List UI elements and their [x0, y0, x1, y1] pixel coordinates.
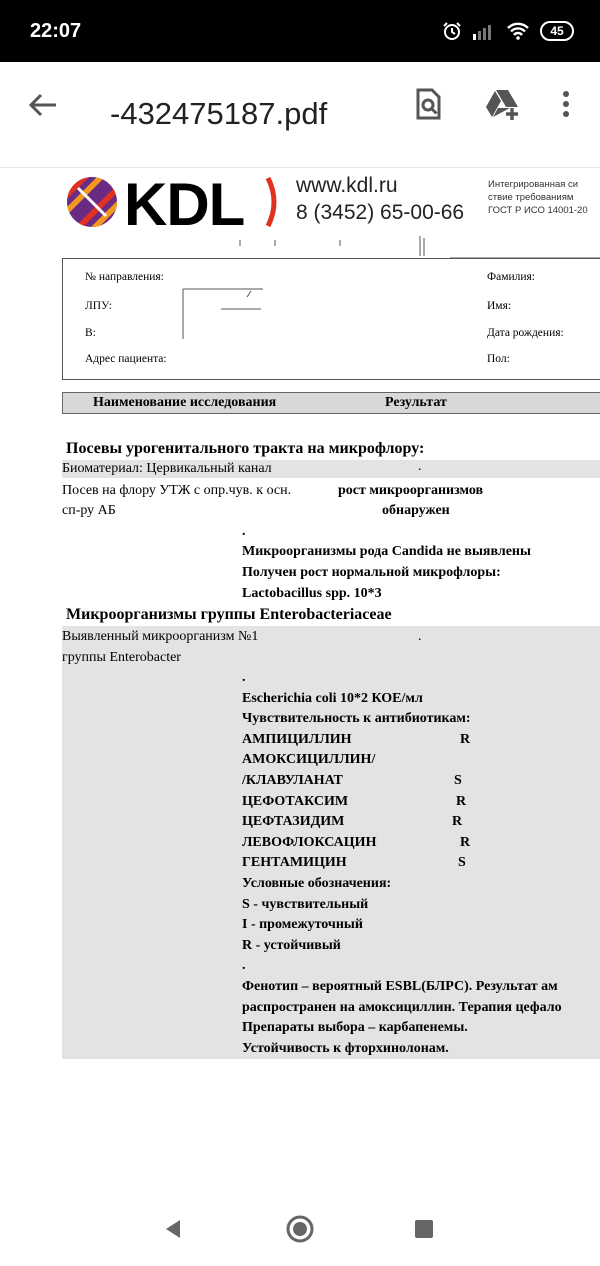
test-name-line1: Посев на флору УТЖ с опр.чув. к осн. — [62, 483, 292, 498]
antibiotic-value: S — [454, 772, 462, 788]
organism-count: Escherichia coli 10*2 КОЕ/мл — [242, 690, 423, 706]
susceptibility-list — [242, 668, 562, 1059]
lpu-label: ЛПУ: — [85, 300, 113, 312]
phenotype-line1: Фенотип – вероятный ESBL(БЛРС). Результат ам — [242, 978, 558, 994]
section1-title: Посевы урогенитального тракта на микрофлору: — [66, 440, 425, 457]
system-nav-bar — [0, 1192, 600, 1266]
section2-dot3: . — [242, 958, 246, 974]
website: www.kdl.ru — [296, 174, 398, 197]
candida-result: Микроорганизмы рода Candida не выявлены — [242, 544, 531, 559]
normal-flora-line2: Lactobacillus spp. 10*3 — [242, 586, 382, 601]
antibiotic-value: S — [458, 855, 466, 871]
col-result: Результат — [385, 395, 447, 410]
more-options-icon[interactable] — [548, 86, 584, 122]
phenotype-line3: Препараты выбора – карбапенемы. — [242, 1020, 468, 1036]
antibiotic-row: ГЕНТАМИЦИН S — [242, 853, 562, 874]
normal-flora-line1: Получен рост нормальной микрофлоры: — [242, 565, 501, 580]
doctor-label: В: — [85, 327, 96, 339]
kdl-logo-mark-icon — [64, 174, 120, 230]
nav-recents-icon[interactable] — [414, 1219, 434, 1239]
certification-text: Интегрированная си ствие требованиям ГОСТ Р ИСО 14001-20 — [488, 179, 588, 216]
antibiotic-row: ЛЕВОФЛОКСАЦИН R — [242, 833, 562, 854]
phenotype-line2: распространен на амоксициллин. Терапия цефало — [242, 999, 562, 1015]
file-title: -432475187.pdf — [110, 96, 328, 131]
app-bar — [0, 62, 600, 168]
biomaterial-text: Биоматериал: Цервикальный канал — [62, 461, 272, 476]
back-arrow-icon[interactable] — [26, 88, 60, 122]
dob-label: Дата рождения: — [487, 327, 564, 339]
status-bar — [0, 0, 600, 62]
antibiotic-row: ЦЕФОТАКСИМ R — [242, 792, 562, 813]
nav-home-icon[interactable] — [286, 1215, 314, 1243]
kdl-bracket-icon — [262, 176, 282, 228]
col-test-name: Наименование исследования — [93, 395, 277, 410]
kdl-logo-text: KDL — [124, 171, 245, 238]
add-to-drive-icon[interactable] — [484, 86, 520, 122]
antibiotic-value: R — [456, 793, 467, 809]
phenotype-line4: Устойчивость к фторхинолонам. — [242, 1040, 449, 1056]
test-name-line2: сп-ру АБ — [62, 503, 116, 518]
section2-dot2: . — [242, 670, 246, 685]
antibiotic-row: АМПИЦИЛЛИН R — [242, 730, 562, 751]
results-table-header — [62, 392, 600, 414]
redacted-fields — [181, 259, 291, 339]
antibiotic-value: R — [460, 731, 471, 747]
section2-title: Микроорганизмы группы Enterobacteriaceae — [66, 606, 392, 623]
found-organism-line1: Выявленный микроорганизм №1 — [62, 629, 259, 644]
legend-i: I - промежуточный — [242, 917, 363, 933]
status-time: 22:07 — [30, 20, 82, 42]
section1-dot1: . — [418, 459, 422, 474]
legend-r: R - устойчивый — [242, 937, 341, 953]
legend-title: Условные обозначения: — [242, 875, 392, 891]
antibiotic-value: R — [460, 834, 471, 850]
antibiotic-row: АМОКСИЦИЛЛИН/ — [242, 752, 376, 768]
section1-dot2: . — [242, 524, 246, 539]
referral-label: № направления: — [85, 271, 164, 283]
find-in-document-icon[interactable] — [410, 86, 446, 122]
name-label: Имя: — [487, 300, 512, 312]
antibiotic-row: ЦЕФТАЗИДИМ R — [242, 812, 562, 833]
antibiotic-row: /КЛАВУЛАНАТ S — [242, 771, 562, 792]
surname-label: Фамилия: — [487, 271, 535, 283]
nav-back-icon[interactable] — [162, 1218, 184, 1240]
section2-dot1: . — [418, 629, 422, 644]
legend-s: S - чувствительный — [242, 896, 369, 912]
result-line2: обнаружен — [382, 503, 450, 518]
phone-number: 8 (3452) 65-00-66 — [296, 201, 465, 224]
status-icons — [442, 21, 574, 41]
battery-icon: 45 — [540, 21, 574, 41]
address-label: Адрес пациента: — [85, 353, 167, 365]
antibiotic-value: R — [452, 814, 463, 830]
patient-info-box — [62, 258, 600, 380]
sensitivity-title: Чувствительность к антибиотикам: — [242, 711, 471, 727]
pdf-page — [0, 168, 600, 1192]
found-organism-line2: группы Enterobacter — [62, 650, 181, 665]
alarm-icon — [442, 21, 462, 41]
signal-icon — [472, 22, 496, 40]
result-line1: рост микроорганизмов — [338, 483, 484, 498]
wifi-icon — [506, 21, 530, 41]
sex-label: Пол: — [487, 353, 510, 365]
